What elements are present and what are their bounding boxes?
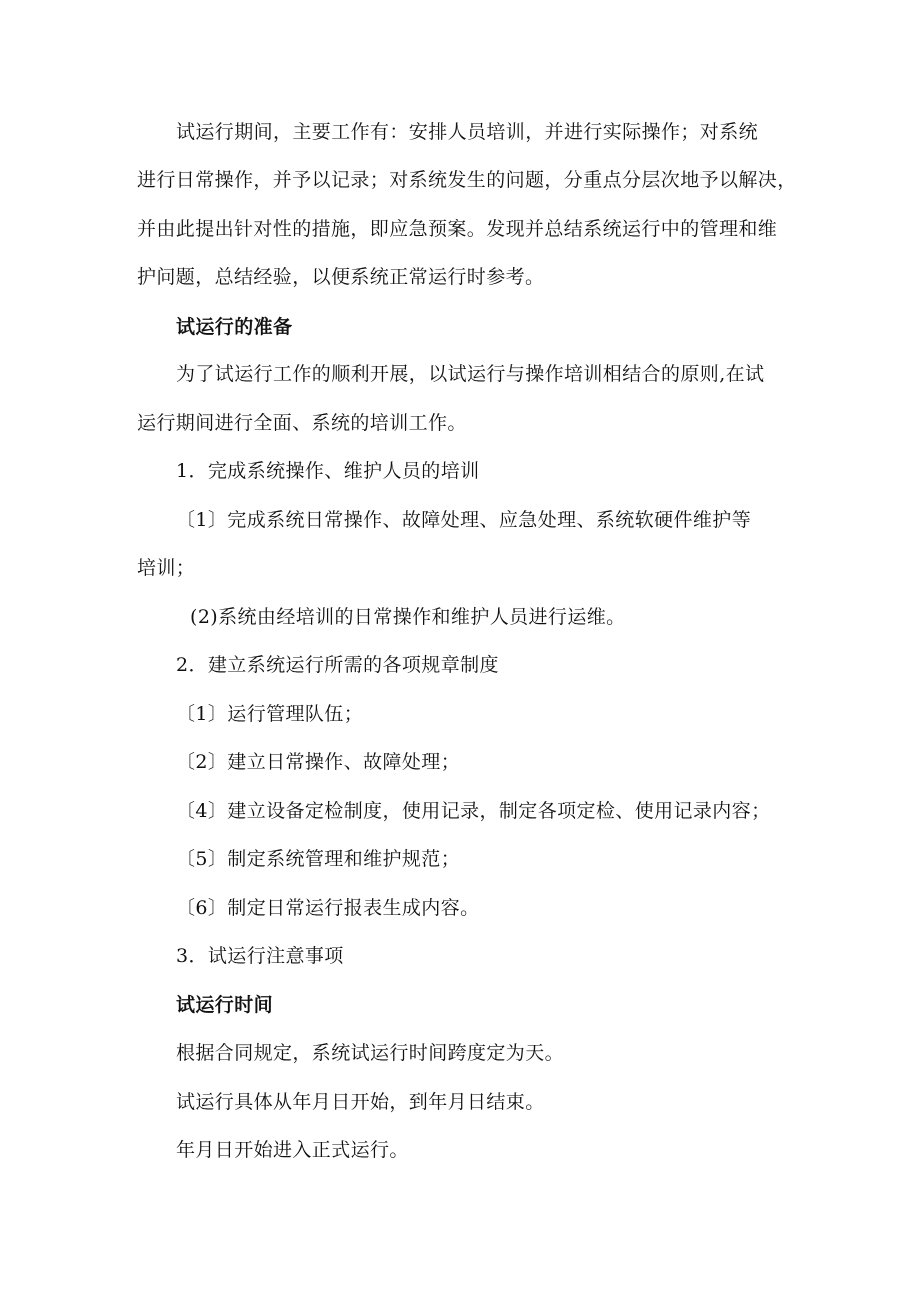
item-2-title: 2．建立系统运行所需的各项规章制度 — [176, 654, 499, 676]
prep-paragraph-line-1: 为了试运行工作的顺利开展，以试运行与操作培训相结合的原则,在试 — [176, 363, 765, 385]
prep-paragraph-line-2: 运行期间进行全面、系统的培训工作。 — [137, 412, 467, 434]
item-1-sub-1-line-2: 培训； — [137, 557, 196, 579]
intro-line-4: 护问题，总结经验，以便系统正常运行时参考。 — [137, 266, 545, 288]
item-1-sub-2: (2)系统由经培训的日常操作和维护人员进行运维。 — [190, 606, 626, 628]
trial-time-line-1: 根据合同规定，系统试运行时间跨度定为天。 — [176, 1042, 565, 1064]
item-3-title: 3．试运行注意事项 — [176, 945, 344, 967]
intro-line-1: 试运行期间，主要工作有：安排人员培训，并进行实际操作；对系统 — [176, 121, 759, 143]
section-heading-trial-time: 试运行时间 — [176, 994, 274, 1016]
item-1-sub-1-line-1: 〔1〕完成系统日常操作、故障处理、应急处理、系统软硬件维护等 — [176, 509, 752, 531]
intro-line-2: 进行日常操作，并予以记录；对系统发生的问题，分重点分层次地予以解决， — [137, 169, 797, 191]
item-2-sub-5: 〔5〕制定系统管理和维护规范； — [176, 848, 461, 870]
trial-time-line-3: 年月日开始进入正式运行。 — [176, 1139, 409, 1161]
item-2-sub-6: 〔6〕制定日常运行报表生成内容。 — [176, 897, 480, 919]
item-2-sub-4: 〔4〕建立设备定检制度，使用记录，制定各项定检、使用记录内容； — [176, 800, 771, 822]
trial-time-line-2: 试运行具体从年月日开始，到年月日结束。 — [176, 1091, 545, 1113]
intro-line-3: 并由此提出针对性的措施，即应急预案。发现并总结系统运行中的管理和维 — [137, 218, 778, 240]
section-heading-preparation: 试运行的准备 — [176, 316, 293, 338]
item-2-sub-1: 〔1〕运行管理队伍； — [176, 703, 364, 725]
item-1-title: 1．完成系统操作、维护人员的培训 — [176, 460, 480, 482]
item-2-sub-2: 〔2〕建立日常操作、故障处理； — [176, 751, 461, 773]
